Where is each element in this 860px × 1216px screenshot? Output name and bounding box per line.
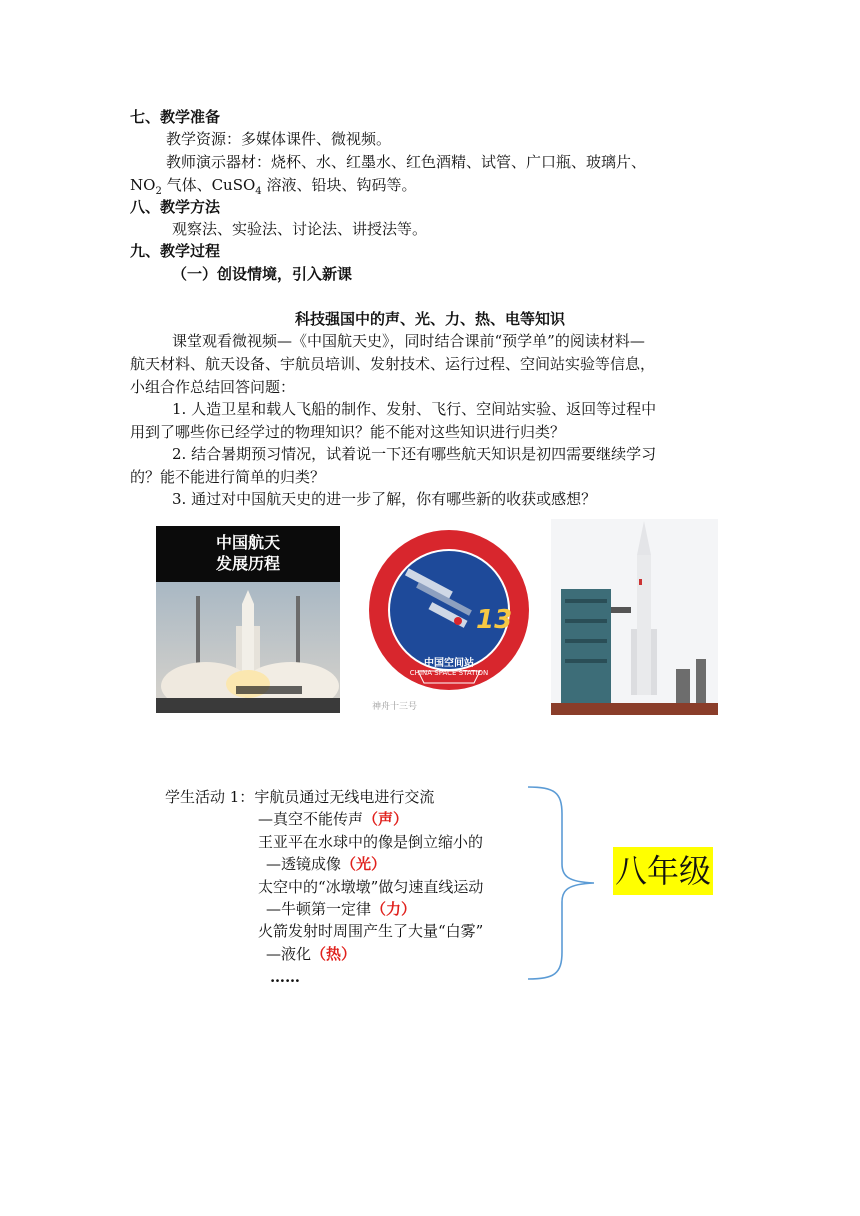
video-title-line-2: 发展历程: [215, 554, 280, 573]
teaching-methods: 观察法、实验法、讨论法、讲授法等。: [172, 220, 428, 238]
question-2-line-1: 2. 结合暑期预习情况，试着说一下还有哪些航天知识是初四需要继续学习: [172, 445, 657, 463]
intro-line-1: 课堂观看微视频—《中国航天史》，同时结合课前“预学单”的阅读材料—: [172, 332, 645, 350]
rocket-launch-pad-image: [551, 519, 718, 715]
question-1-line-1: 1. 人造卫星和载人飞船的制作、发射、飞行、空间站实验、返回等过程中: [172, 400, 657, 418]
category-heat: （热）: [311, 945, 357, 963]
activity-item-1-fact: 宇航员通过无线电进行交流: [254, 788, 435, 806]
intro-line-3: 小组合作总结回答问题：: [130, 378, 296, 396]
grade-label: 八年级: [613, 847, 713, 895]
activity-item-4-knowledge: —液化（热）: [266, 945, 357, 963]
teaching-resources: 教学资源：多媒体课件、微视频。: [166, 130, 392, 148]
demo-equipment-line-1: 教师演示器材：烧杯、水、红墨水、红色酒精、试管、广口瓶、玻璃片、: [166, 153, 647, 171]
activity-item-1-knowledge: —真空不能传声（声）: [258, 810, 409, 828]
patch-number: 13: [476, 605, 513, 635]
question-2-line-2: 的？能不能进行简单的归类？: [130, 468, 326, 486]
video-thumbnail-image: [156, 526, 340, 713]
topic-title: 科技强国中的声、光、力、热、电等知识: [294, 310, 565, 328]
intro-line-2: 航天材料、航天设备、宇航员培训、发射技术、运行过程、空间站实验等信息，: [130, 355, 656, 373]
category-light: （光）: [341, 855, 387, 873]
section-8-title: 八、教学方法: [130, 198, 221, 216]
activity-item-2-knowledge: —透镜成像（光）: [266, 855, 387, 873]
activity-item-3-fact: 太空中的“冰墩墩”做匀速直线运动: [258, 878, 484, 896]
activity-item-3-knowledge: —牛顿第一定律（力）: [266, 900, 417, 918]
activity-item-4-fact: 火箭发射时周围产生了大量“白雾”: [258, 922, 484, 940]
patch-bottom-text: 中国空间站: [424, 658, 474, 669]
section-9-title: 九、教学过程: [130, 242, 221, 260]
video-title-line-1: 中国航天: [215, 533, 280, 552]
subsection-1-title: （一）创设情境，引入新课: [172, 265, 353, 283]
section-7-title: 七、教学准备: [130, 108, 221, 126]
category-sound: （声）: [363, 810, 409, 828]
patch-caption: 神舟十三号: [372, 702, 418, 712]
patch-english-text: CHINA SPACE STATION: [409, 669, 489, 677]
question-3: 3. 通过对中国航天史的进一步了解，你有哪些新的收获或感想？: [172, 490, 597, 508]
activity-ellipsis: ……: [270, 968, 300, 986]
demo-equipment-line-2: $NO_2$ 气体、CuSO$_4$ 溶液、铅块、钩码等。: [130, 176, 417, 197]
mission-patch-image: [368, 521, 530, 713]
category-force: （力）: [371, 900, 417, 918]
right-brace-shape: [524, 784, 604, 982]
activity-item-2-fact: 王亚平在水球中的像是倒立缩小的: [258, 833, 484, 851]
activity-label: 学生活动 1：宇航员通过无线电进行交流: [165, 788, 435, 806]
question-1-line-2: 用到了哪些你已经学过的物理知识？能不能对这些知识进行归类？: [130, 423, 566, 441]
